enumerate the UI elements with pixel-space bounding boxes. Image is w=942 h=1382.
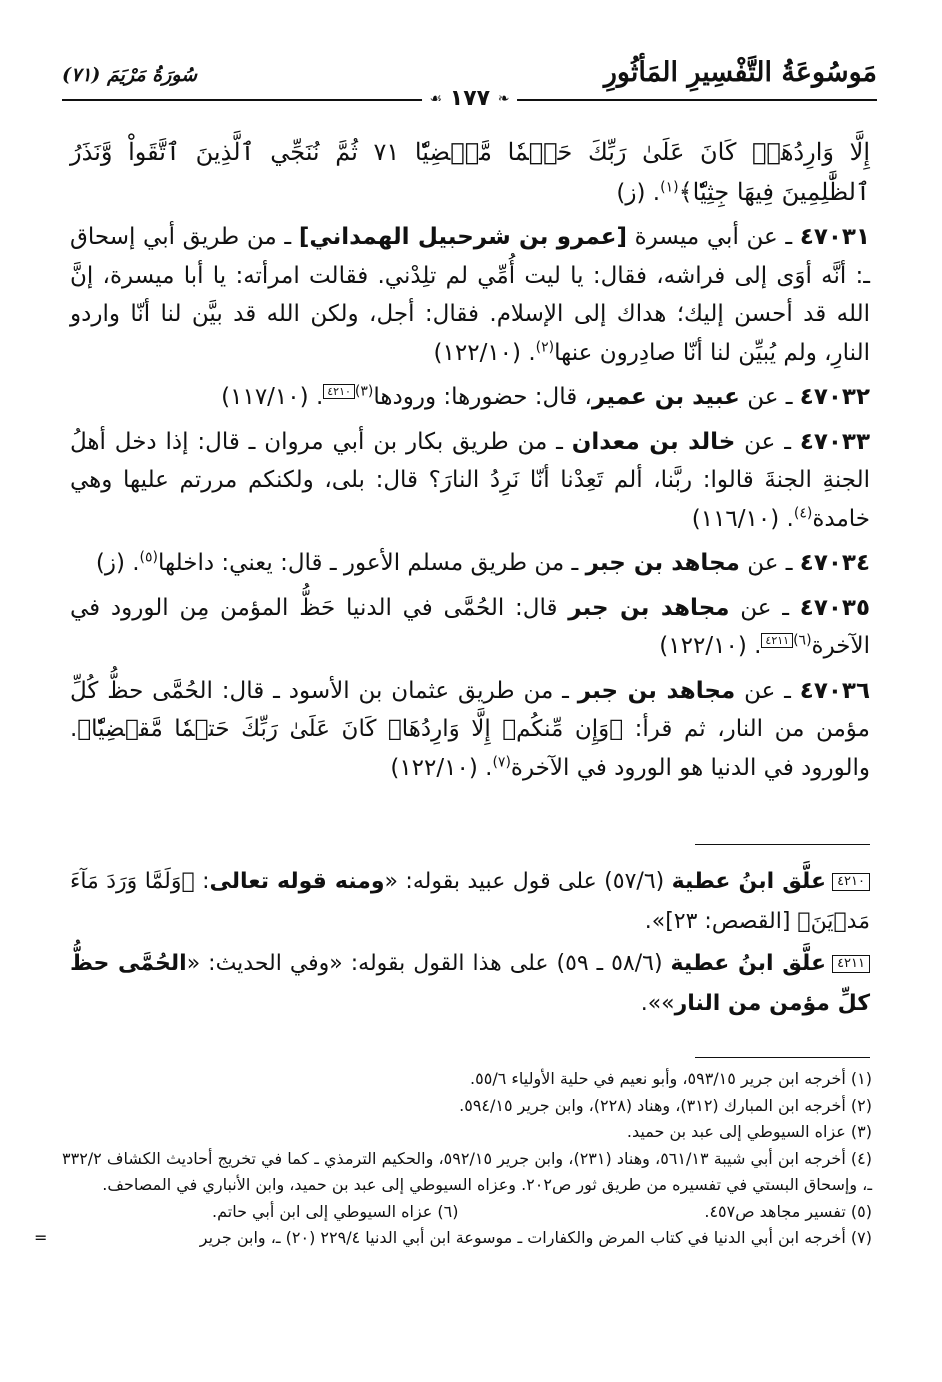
book-title: مَوسُوعَةُ التَّفْسِيرِ المَأثُورِ [603, 57, 877, 88]
comment-ref-box: ٤٢١٠ [323, 384, 355, 399]
commentator-name: علَّق ابنُ عطية [671, 869, 827, 894]
commentary-text: (٥٧/٦) على قول عبيد بقوله: « [384, 869, 672, 894]
commentator-name: علَّق ابنُ عطية [670, 951, 827, 976]
commentary-quote: ومنه قوله تعالى [209, 869, 385, 894]
commentary-tail: : ﴿وَلَمَّا وَرَدَ مَآءَ مَدۡيَنَ﴾ [القصص: ٢٣]». [70, 869, 870, 934]
footnote: (٤) أخرجه ابن أبي شيبة ٥٦١/١٣، وهناد (٢٣١)، وابن جرير ٥٩٢/١٥، والحكيم الترمذي ـ كما في تخريج أحاديث الكشاف ٣٣٢/٢ ـ، وإسحاق البستي في تفسيره من طريق ثور ص٢٠٢. وعزاه السيوطي إلى عبد بن حميد، وابن الأنباري في المصاحف. [62, 1148, 873, 1194]
commentary-separator [695, 844, 870, 845]
footnote-ref: (٦) [793, 632, 812, 649]
page-number-group [422, 85, 518, 113]
footnote: (١) أخرجه ابن جرير ٥٩٣/١٥، وأبو نعيم في حلية الأولياء ٥٥/٦. [470, 1069, 872, 1088]
footnote-6: (٦) عزاه السيوطي إلى ابن أبي حاتم. [212, 1201, 459, 1221]
footnotes-separator [695, 1057, 870, 1058]
commentary-quote: الحُمَّى حظُّ كلِّ مؤمن من النار [70, 951, 870, 1016]
comment-ref-box: ٤٢١١ [761, 633, 793, 648]
entry-number: ٤٧٠٣٤ [799, 550, 870, 576]
footnotes-list [62, 1066, 872, 1199]
volume-reference: . (١٢٢/١٠) [433, 339, 536, 366]
entry-text: ـ من طريق عثمان بن الأسود ـ قال: الحُمَّى حظُّ كُلِّ مؤمن من النار، ثم قرأ: ﴿وَإِن مِّنكُمۡ إِلَّا وَارِدُهَاۚ كَانَ عَلَىٰ رَبِّكَ حَتۡمٗا مَّقۡضِيّٗا﴾. والورود في الدنيا هو الورود في الآخرة [70, 677, 870, 781]
volume-reference: . (١٢٢/١٠) [390, 754, 493, 781]
verse-paragraph [70, 133, 870, 212]
entry-number: ٤٧٠٣١ [799, 224, 871, 250]
narrator-name: مجاهد بن جبر [585, 550, 740, 576]
main-text [70, 133, 870, 793]
commentary-paragraph [70, 862, 870, 942]
narrator-name: [عمرو بن شرحبيل الهمداني] [298, 224, 628, 250]
commentary-paragraph [70, 944, 870, 1024]
entry-number: ٤٧٠٣٦ [799, 677, 870, 704]
verse-tail: . (ز) [616, 179, 661, 206]
entry-text: قال: الحُمَّى في الدنيا حَظُّ المؤمن مِن الورود في الآخرة [70, 594, 870, 659]
entry-text: ـ من طريق أبي إسحاق ـ: أنَّه أوَى إلى فراشه، فقال: يا ليت أُمِّي لم تلِدْني. فقالت امرأته: يا أبا ميسرة، إنَّ الله قد أحسن إليك؛ هداك إلى الإسلام. فقال: أجل، ولكن الله قد بيَّن لنا أنّا واردو النارِ، ولم يُبيِّن لنا أنّا صادِرون عنها [70, 224, 870, 366]
verse-text: إِلَّا وَارِدُهَاۚ كَانَ عَلَىٰ رَبِّكَ حَتۡمٗا مَّقۡضِيّٗا ٧١ ثُمَّ نُنَجِّي ٱلَّذِينَ ٱتَّقَواْ وَّنَذَرُ ٱلظَّٰلِمِينَ فِيهَا جِثِيّٗا﴾ [70, 138, 870, 206]
narrator-name: مجاهد بن جبر [568, 594, 730, 621]
entry-paragraph [70, 672, 870, 788]
entry-number: ٤٧٠٣٣ [799, 428, 871, 455]
entry-paragraph [70, 544, 870, 583]
commentary-section [70, 862, 870, 1026]
continuation-mark: = [34, 1228, 48, 1247]
volume-reference: . (١١٦/١٠) [691, 505, 794, 532]
entry-text: ـ من طريق مسلم الأعور ـ قال: يعني: داخلها [158, 550, 586, 576]
footnote-ref: (٢) [535, 338, 555, 355]
footnote-ref: (٧) [492, 753, 511, 770]
entry-text: ـ من طريق بكار بن أبي مروان ـ قال: إذا دخل أهلُ الجنةِ الجنةَ قالوا: ربَّنا، ألم تَعِدْنا أنّا نَرِدُ النارَ؟ قال: بلى، ولكنكم مررتم عليها وهي خامدة [70, 428, 870, 532]
footnote-7 [34, 1225, 872, 1252]
commentary-tail: »». [640, 991, 675, 1016]
entry-text: ـ عن [729, 594, 800, 621]
footnote-7-text: (٧) أخرجه ابن أبي الدنيا في كتاب المرض والكفارات ـ موسوعة ابن أبي الدنيا ٢٢٩/٤ (٢٠) ـ، وابن جرير [199, 1228, 872, 1247]
entry-text: ـ عن [739, 550, 800, 576]
ornament-right-icon: ❧ [497, 91, 510, 107]
page-header [62, 55, 877, 111]
entry-text: ـ عن أبي ميسرة [627, 224, 800, 250]
footnote: (٣) عزاه السيوطي إلى عبد بن حميد. [626, 1122, 872, 1141]
footnote: (٢) أخرجه ابن المبارك (٣١٢)، وهناد (٢٢٨)، وابن جرير ٥٩٤/١٥. [459, 1095, 872, 1115]
entry-text: ـ عن [739, 384, 800, 410]
entry-paragraph [70, 589, 870, 666]
volume-reference: . (١١٧/١٠) [221, 384, 324, 410]
comment-number-box: ٤٢١١ [832, 955, 870, 973]
footnote-ref: (٤) [793, 504, 813, 521]
narrator-name: خالد بن معدان [571, 428, 736, 455]
entry-text: ـ عن [735, 677, 800, 704]
ornament-left-icon: ☙ [429, 91, 443, 107]
footnote-ref: (٥) [139, 549, 159, 566]
comment-number-box: ٤٢١٠ [832, 873, 870, 891]
entry-paragraph [70, 218, 870, 372]
entry-paragraph [70, 378, 870, 417]
surah-label: سُورَةُ مَرْيَمَ (٧١) [62, 64, 198, 86]
entry-number: ٤٧٠٣٥ [799, 594, 870, 621]
footnotes-section [34, 1066, 873, 1252]
footnote-ref: (٣) [354, 383, 374, 400]
footnote-ref: (١) [660, 178, 679, 195]
entry-paragraph [70, 423, 870, 539]
narrator-name: مجاهد بن جبر [577, 677, 736, 704]
page-number: ١٧٧ [449, 86, 491, 111]
footnote-pair [62, 1199, 872, 1226]
entry-number: ٤٧٠٣٢ [799, 384, 870, 410]
narrator-name: عبيد بن عمير [591, 384, 740, 410]
entry-text: ، قال: حضورها: ورودها [373, 384, 592, 410]
volume-reference: . (١٢٢/١٠) [659, 633, 762, 659]
entry-text: ـ عن [735, 428, 800, 455]
entries-list [70, 218, 870, 787]
footnote-5: (٥) تفسير مجاهد ص٤٥٧. [704, 1201, 872, 1221]
commentary-text: (٥٨/٦ ـ ٥٩) على هذا القول بقوله: «وفي الحديث: « [186, 951, 671, 976]
volume-reference: . (ز) [95, 550, 140, 576]
